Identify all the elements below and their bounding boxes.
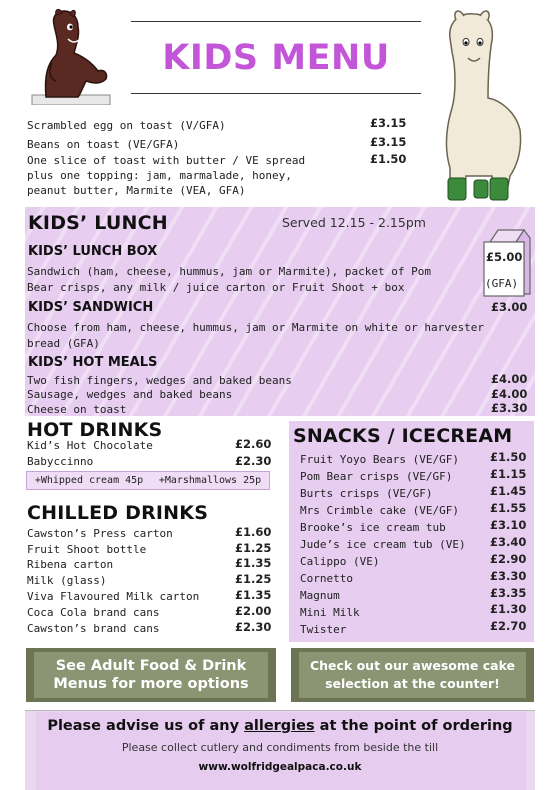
snack-item-price: £3.30 xyxy=(490,569,527,583)
chilled-drink-item-name: Ribena carton xyxy=(27,558,114,571)
lunch-box-price: £5.00 xyxy=(486,250,523,264)
chilled-drink-item-name: Milk (glass) xyxy=(27,574,107,587)
snack-item-name: Brooke’s ice cream tub xyxy=(300,521,446,534)
website-link[interactable]: www.wolfridgealpaca.co.uk xyxy=(198,761,362,773)
chilled-drinks-heading: CHILLED DRINKS xyxy=(27,502,209,524)
snack-item-price: £2.70 xyxy=(490,619,527,633)
chilled-drink-item-price: £1.60 xyxy=(235,525,272,539)
chilled-drink-item-price: £1.35 xyxy=(235,556,272,570)
chilled-drink-item-price: £1.25 xyxy=(235,572,272,586)
adult-menus-button[interactable] xyxy=(34,652,268,698)
snacks-heading: SNACKS / ICECREAM xyxy=(293,425,513,447)
hot-meal-item-price: £3.30 xyxy=(491,401,528,415)
cutlery-note: Please collect cutlery and condiments from beside the till xyxy=(121,741,439,754)
allergy-notice-keyword: allergies xyxy=(244,718,315,734)
snack-item-price: £2.90 xyxy=(490,552,527,566)
lunch-box-description: Bear crisps, any milk / juice carton or Fruit Shoot + box xyxy=(27,281,405,294)
kids-lunch-heading: KIDS’ LUNCH xyxy=(28,212,168,234)
lunch-box-description: Sandwich (ham, cheese, hummus, jam or Marmite), packet of Pom xyxy=(27,265,431,278)
snack-item-price: £3.40 xyxy=(490,535,527,549)
hot-meal-item-price: £4.00 xyxy=(491,372,528,386)
chilled-drink-item-price: £2.00 xyxy=(235,604,272,618)
lunch-served-times: Served 12.15 - 2.15pm xyxy=(282,215,426,230)
snack-item-name: Jude’s ice cream tub (VE) xyxy=(300,538,466,551)
snack-item-name: Mini Milk xyxy=(300,606,360,619)
lunch-box-title: KIDS’ LUNCH BOX xyxy=(28,244,158,259)
brown-alpaca-illustration xyxy=(26,5,112,105)
snack-item-name: Twister xyxy=(300,623,347,636)
snack-item-price: £1.55 xyxy=(490,501,527,515)
kids-sandwich-title: KIDS’ SANDWICH xyxy=(28,300,154,315)
breakfast-note: plus one topping: jam, marmalade, honey, xyxy=(27,169,292,182)
breakfast-note: peanut butter, Marmite (VEA, GFA) xyxy=(27,184,246,197)
snack-item-price: £3.35 xyxy=(490,586,527,600)
adult-menus-line2: Menus for more options xyxy=(53,676,249,692)
cake-selection-line1: Check out our awesome cake xyxy=(309,658,516,673)
hot-drink-extras xyxy=(26,471,270,490)
snack-item-price: £1.45 xyxy=(490,484,527,498)
hot-drink-item-name: Kid’s Hot Chocolate xyxy=(27,439,153,452)
snack-item-name: Magnum xyxy=(300,589,340,602)
snack-item-name: Pom Bear crisps (VE/GF) xyxy=(300,470,453,483)
chilled-drink-item-price: £2.30 xyxy=(235,620,272,634)
breakfast-item-name: Beans on toast (VE/GFA) xyxy=(27,138,180,151)
snack-item-name: Mrs Crimble cake (VE/GF) xyxy=(300,504,459,517)
hot-meal-item-price: £4.00 xyxy=(491,387,528,401)
snack-item-name: Burts crisps (VE/GF) xyxy=(300,487,433,500)
title-rule-bottom xyxy=(131,93,421,94)
breakfast-item-price: £3.15 xyxy=(370,116,407,130)
snack-item-price: £3.10 xyxy=(490,518,527,532)
cake-selection-line2: selection at the counter! xyxy=(325,676,500,691)
snack-item-name: Fruit Yoyo Bears (VE/GF) xyxy=(300,453,459,466)
hot-meal-item-name: Two fish fingers, wedges and baked beans xyxy=(27,374,292,387)
snack-item-price: £1.30 xyxy=(490,602,527,616)
chilled-drink-item-price: £1.25 xyxy=(235,541,272,555)
hot-drink-item-price: £2.60 xyxy=(235,437,272,451)
chilled-drink-item-price: £1.35 xyxy=(235,588,272,602)
kids-sandwich-price: £3.00 xyxy=(491,300,528,314)
breakfast-item-price: £3.15 xyxy=(370,135,407,149)
whipped-cream-extra: +Whipped cream 45p xyxy=(34,475,144,486)
allergy-notice xyxy=(25,718,535,734)
kids-hot-meals-title: KIDS’ HOT MEALS xyxy=(28,355,158,370)
chilled-drink-item-name: Cawston’s brand cans xyxy=(27,622,160,635)
snack-item-price: £1.15 xyxy=(490,467,527,481)
page-title: KIDS MENU xyxy=(162,38,390,78)
hot-drink-item-price: £2.30 xyxy=(235,454,272,468)
chilled-drink-item-name: Viva Flavoured Milk carton xyxy=(27,590,200,603)
snack-item-name: Cornetto xyxy=(300,572,353,585)
cream-alpaca-illustration xyxy=(430,8,530,202)
snack-item-price: £1.50 xyxy=(490,450,527,464)
hot-drink-item-name: Babyccinno xyxy=(27,455,94,468)
breakfast-item-name: Scrambled egg on toast (V/GFA) xyxy=(27,119,226,132)
snack-item-name: Calippo (VE) xyxy=(300,555,380,568)
chilled-drink-item-name: Cawston’s Press carton xyxy=(27,527,173,540)
lunch-box-gfa: (GFA) xyxy=(485,277,519,290)
marshmallows-extra: +Marshmallows 25p xyxy=(158,475,262,486)
breakfast-item-name: One slice of toast with butter / VE spread xyxy=(27,154,306,167)
cake-selection-button[interactable] xyxy=(299,652,526,698)
allergy-notice-pre: Please advise us of any xyxy=(47,718,245,734)
allergy-notice-post: at the point of ordering xyxy=(314,718,513,734)
chilled-drink-item-name: Fruit Shoot bottle xyxy=(27,543,147,556)
adult-menus-line1: See Adult Food & Drink xyxy=(55,658,247,674)
kids-sandwich-description: bread (GFA) xyxy=(27,337,100,350)
kids-sandwich-description: Choose from ham, cheese, hummus, jam or Marmite on white or harvester xyxy=(27,321,484,334)
breakfast-item-price: £1.50 xyxy=(370,152,407,166)
hot-meal-item-name: Cheese on toast xyxy=(27,403,127,416)
chilled-drink-item-name: Coca Cola brand cans xyxy=(27,606,160,619)
hot-meal-item-name: Sausage, wedges and baked beans xyxy=(27,388,233,401)
hot-drinks-heading: HOT DRINKS xyxy=(27,419,163,441)
title-rule-top xyxy=(131,21,421,22)
